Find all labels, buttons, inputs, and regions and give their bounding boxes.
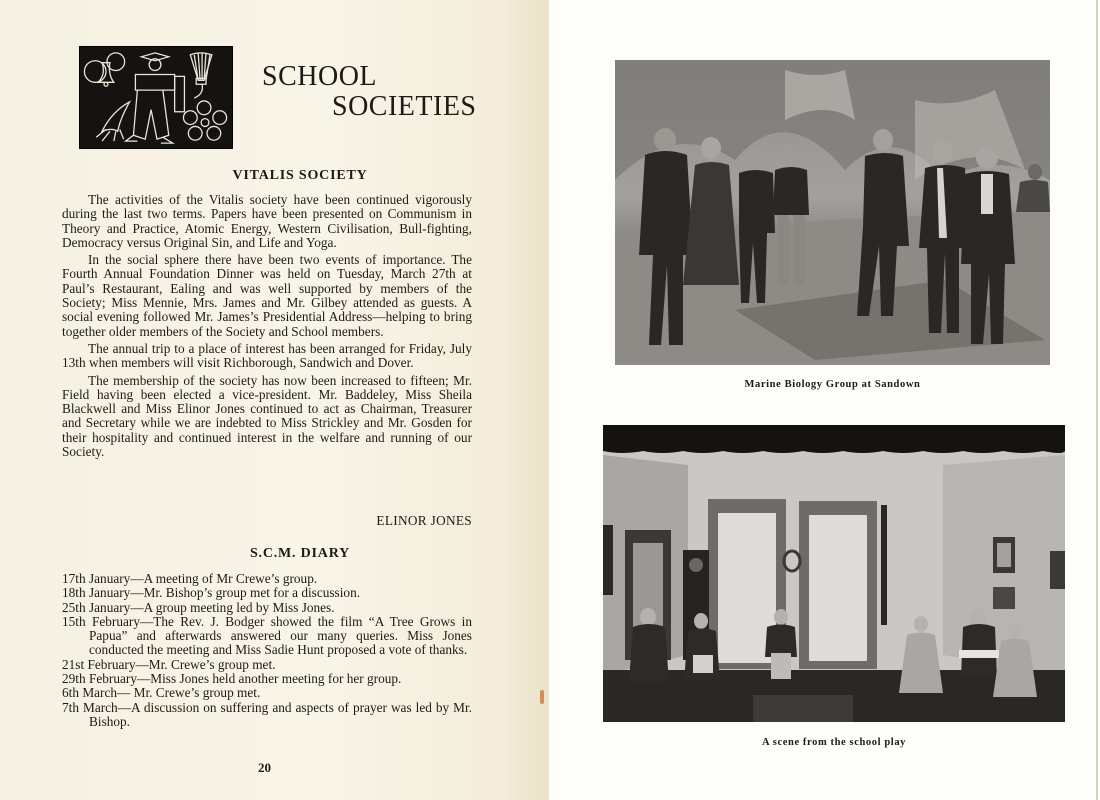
diary-entry: 18th January—Mr. Bishop’s group met for a discussion.: [62, 585, 361, 601]
vitalis-society-heading: VITALIS SOCIETY: [232, 168, 368, 183]
page-edge: [1096, 0, 1098, 800]
diary-entry: 25th January—A group meeting led by Miss Jones.: [62, 599, 335, 615]
photo-caption: A scene from the school play: [761, 737, 907, 748]
scm-diary-heading: S.C.M. DIARY: [249, 546, 351, 561]
woodcut-illustration-icon: [80, 47, 232, 148]
diary-entry: 6th March— Mr. Crewe’s group met.: [62, 685, 261, 701]
paragraph: In the social sphere there have been two events of importance. The Fourth Annual Foundation Dinner was held on Tuesday, March 27th at Paul’s Restaurant, Ealing and was well supported by members of the Society; Miss Mennie, Mrs. James and Mr. Gilbey attended as guests. A social evening followed Mr. James’s Presidential Address—helping to bring together older members of the Society and School members.: [62, 252, 472, 339]
title-line-2: SOCIETIES: [332, 91, 477, 122]
paragraph: The annual trip to a place of interest has been arranged for Friday, July 13th when members will visit Richborough, Sandwich and Dover.: [62, 340, 472, 371]
diary-entry: 21st February—Mr. Crewe’s group met.: [62, 656, 276, 672]
diary-entry: 15th February—The Rev. J. Bodger showed the film “A Tree Grows in Papua” and afterwards answered our many queries. Miss Jones conducted the meeting and Miss Sadie Hunt proposed a vote of thanks.: [62, 613, 472, 658]
left-page: [0, 0, 548, 800]
photo-caption: Marine Biology Group at Sandown: [744, 379, 921, 390]
page-number: 20: [258, 760, 271, 775]
paper-stain: [540, 690, 544, 704]
marine-biology-group-photo: [615, 60, 1050, 365]
paragraph: The membership of the society has now been increased to fifteen; Mr. Field having been elected a vice-president. Mr. Baddeley, Miss Sheila Blackwell and Miss Elinor Jones continued to act as Chairman, Treasurer and Secretary while we are indebted to Miss Strickley and Mr. Gosden for their hospitality and continued interest in the welfare and running of our Society.: [62, 372, 472, 460]
diary-entry: 29th February—Miss Jones held another meeting for her group.: [62, 671, 402, 687]
diary-entry: 17th January—A meeting of Mr Crewe’s group.: [62, 571, 318, 586]
paragraph: The activities of the Vitalis society have been continued vigorously during the last two terms. Papers have been presented on Communism in Theory and Practice, Atomic Energy, Western Civilisation, Bull-fighting, Democracy versus Original Sin, and Life and Yoga.: [62, 192, 472, 250]
page-title: [262, 62, 482, 122]
diary-entry: 7th March—A discussion on suffering and aspects of prayer was led by Mr. Bishop.: [62, 699, 472, 729]
title-line-1: SCHOOL: [262, 61, 378, 92]
vitalis-society-article: [62, 193, 472, 459]
author-signature: ELINOR JONES: [376, 513, 472, 528]
school-emblem-icon: [79, 46, 233, 149]
scm-diary-list: [62, 572, 472, 729]
school-play-stage-photo: [603, 425, 1065, 722]
